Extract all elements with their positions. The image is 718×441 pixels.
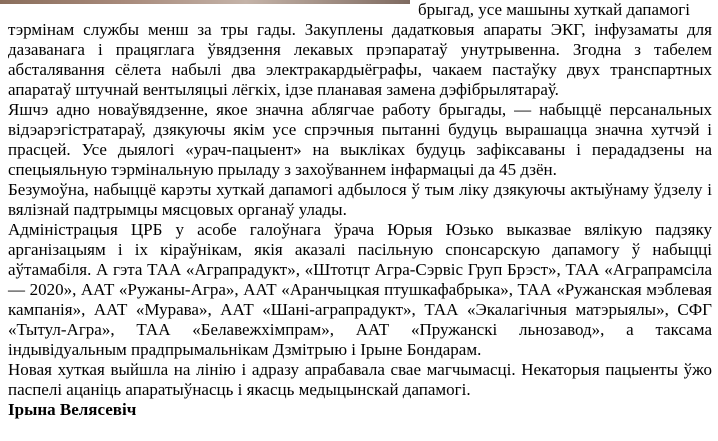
article-body bbox=[8, 0, 712, 420]
paragraph-sponsors: Адміністрацыя ЦРБ у асобе галоўнага ўрача Юрыя Юзько выказвае вялікую падзяку арганізацыям і іх кіраўнікам, якія аказалі пасільную спонсарскую дапамогу ў набыцці аўтамабіля. А гэта ТАА «Аграпрадукт», «Штотцт Агра-Сэрвіс Груп Брэст», ТАА «Аграпрамсіла — 2020», ААТ «Ружаны-Агра», ААТ «Аранчыцкая птушкафабрыка», ТАА «Ружанская мэблевая кампанія», ААТ «Мурава», ААТ «Шані-аграпрадукт», ТАА «Экалагічныя матэрыялы», СФГ «Тытул-Агра», ТАА «Белавежхімпрам», ААТ «Пружанскі льнозавод», а таксама індывідуальным прадпрымальнікам Дзмітрыю і Ірыне Бондарам. bbox=[8, 220, 712, 359]
lead-fragment: брыгад, усе машыны хуткай дапамогі bbox=[418, 0, 690, 19]
paragraph-new-ambulance: Новая хуткая выйшла на лінію і адразу апрабавала свае магчымасці. Некаторыя пацыенты ўжо паспелі ацаніць апаратыўнасць і якасць медыцынскай дапамогі. bbox=[8, 360, 712, 399]
paragraph-equipment: тэрмінам службы менш за тры гады. Закуплены дадатковыя апараты ЭКГ, інфузаматы для дазаванага і працяглага ўвядзення лекавых прэпаратаў унутрывенна. Згодна з табелем абсталявання сёлета набылі два электракардыёграфы, чакаем пастаўку двух транспартных апаратаў штучнай вентыляцыі лёгкіх, ідзе планавая замена дэфібрылятараў. bbox=[8, 20, 712, 99]
author-signature: Ірына Велясевіч bbox=[8, 400, 137, 419]
paragraph-video-recorders: Яшчэ адно новаўвядзенне, якое значна аблягчае работу брыгады, — набыццё персанальных відэарэгістратараў, дзякуючы якім усе спрэчныя пытанні будуць вырашацца значна хутчэй і прасцей. Усе дыялогі «урач-пацыент» на выкліках будуць зафіксаваны і перададзены на спецыяльную тэрмінальную прыладу з захоўваннем інфармацыі да 45 дзён. bbox=[8, 100, 712, 179]
paragraph-authorities-support: Безумоўна, набыццё карэты хуткай дапамогі адбылося ў тым ліку дзякуючы актыўнаму ўдзелу і вялізнай падтрымцы мясцовых органаў улады. bbox=[8, 180, 712, 219]
